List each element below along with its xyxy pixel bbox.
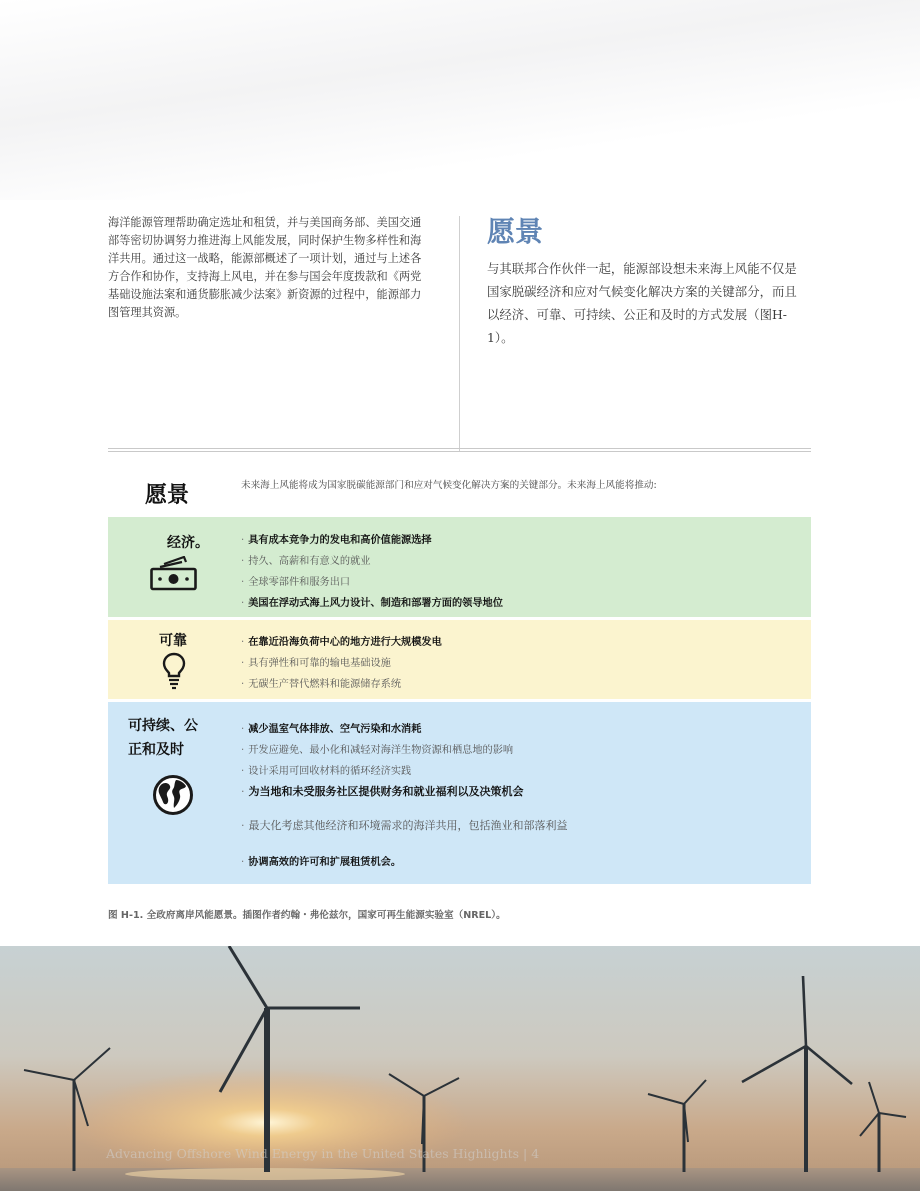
- intro-paragraph: 海洋能源管理帮助确定选址和租赁，并与美国商务部、美国交通部等密切协调努力推进海上风能发展，同时保护生物多样性和海洋共用。通过这一战略，能源部概述了一项计划，通过与上述各方合作和协作，支持海上风电，并在参与国会年度拨款和《两党基础设施法案和通货膨胀减少法案》新资源的过程中，能源部力图管理其资源。: [108, 216, 422, 319]
- globe-icon: [152, 774, 194, 820]
- money-icon: [150, 556, 198, 596]
- list-item: · 最大化考虑其他经济和环境需求的海洋共用，包括渔业和部落利益: [241, 819, 568, 832]
- figure-intro: 未来海上风能将成为国家脱碳能源部门和应对气候变化解决方案的关键部分。未来海上风能将推动:: [241, 480, 657, 491]
- figure-title: 愿景: [145, 483, 190, 508]
- figure-caption: 图 H-1. 全政府离岸风能愿景。插图作者约翰・弗伦兹尔，国家可再生能源实验室（NREL）。: [108, 910, 506, 921]
- list-item: · 美国在浮动式海上风力设计、制造和部署方面的领导地位: [241, 598, 503, 609]
- list-item: · 在靠近沿海负荷中心的地方进行大规模发电: [241, 637, 442, 648]
- list-item: · 全球零部件和服务出口: [241, 577, 351, 588]
- list-item: · 设计采用可回收材料的循环经济实践: [241, 766, 412, 777]
- page-footer: Advancing Offshore Wind Energy in the United States Highlights | 4: [106, 1146, 540, 1161]
- list-item: · 持久、高薪和有意义的就业: [241, 556, 371, 567]
- category-economy-label: 经济。: [167, 535, 209, 551]
- section-divider: [108, 448, 811, 449]
- list-item: · 开发应避免、最小化和减轻对海洋生物资源和栖息地的影响: [241, 745, 514, 756]
- list-item: · 减少温室气体排放、空气污染和水消耗: [241, 724, 422, 735]
- section-divider: [108, 451, 811, 452]
- lightbulb-icon: [162, 652, 186, 694]
- list-item: · 为当地和未受服务社区提供财务和就业福利以及决策机会: [241, 785, 524, 798]
- category-reliable-label: 可靠: [159, 633, 187, 649]
- list-item: · 具有成本竞争力的发电和高价值能源选择: [241, 535, 432, 546]
- list-item: · 具有弹性和可靠的输电基础设施: [241, 658, 391, 669]
- category-reliable-band: [108, 620, 811, 699]
- vision-paragraph: 与其联邦合作伙伴一起，能源部设想未来海上风能不仅是国家脱碳经济和应对气候变化解决方案的关键部分，而且以经济、可靠、可持续、公正和及时的方式发展（图H-1）。: [487, 261, 797, 345]
- list-item: · 无碳生产替代燃料和能源储存系统: [241, 679, 402, 690]
- vision-heading: 愿景: [487, 215, 544, 248]
- list-item: · 协调高效的许可和扩展租赁机会。: [241, 857, 402, 868]
- category-sustainable-label: 可持续、公 正和及时: [128, 718, 198, 758]
- header-background: [0, 0, 920, 200]
- column-divider: [459, 216, 460, 452]
